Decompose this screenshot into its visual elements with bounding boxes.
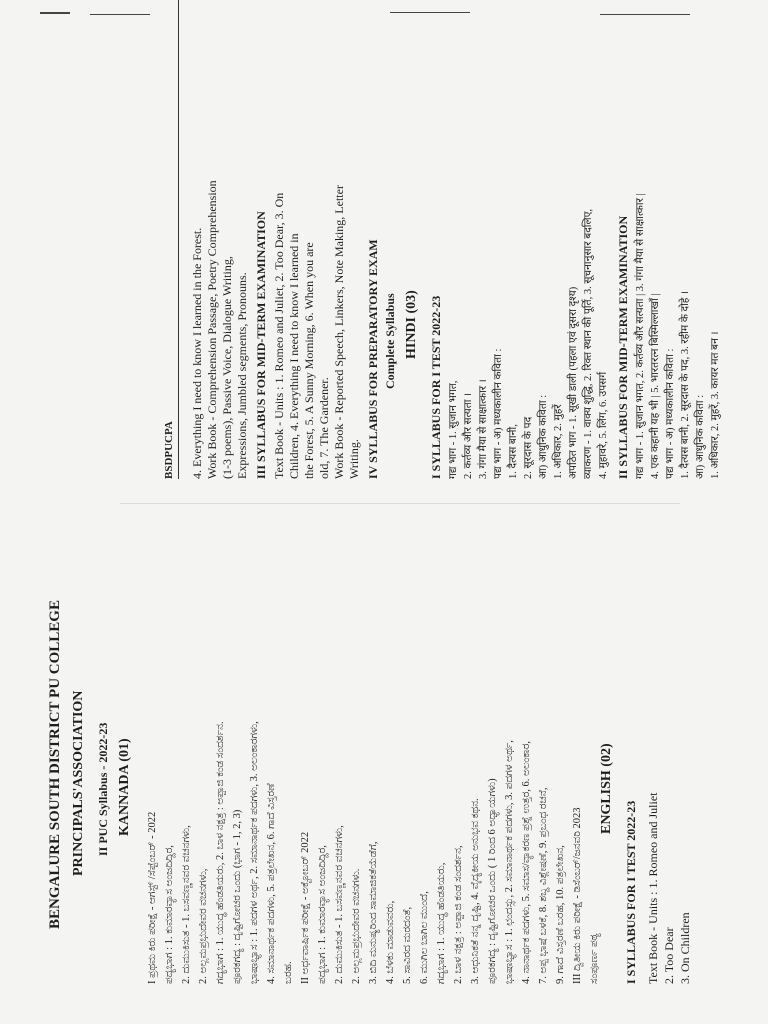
subject-kannada: KANNADA (01) bbox=[117, 738, 132, 836]
complete-syllabus: Complete Syllabus bbox=[383, 293, 397, 389]
hindi-line: 4. एक कहानी यह भी | 5. भारतरत्न बिस्मिल्लाखाँ | bbox=[650, 293, 661, 479]
hindi-line: व्याकरण - 1. वाक्य शुद्धि, 2. रिक्त स्थान की पूर्ति, 3. सूचनानुसार बदलिए, bbox=[583, 208, 594, 479]
english-line: Work Book - Comprehension Passage, Poetry Comprehension bbox=[205, 180, 219, 479]
hindi-line: पद्य भाग - अ) मध्यकालीन कविता : bbox=[665, 348, 676, 479]
english-line: Work Book - Reported Speech, Linkers, Note Making, Letter bbox=[332, 185, 346, 479]
kannada-line: 6. ಮುಗಿಲ ಬಾಗಿಲ ಮುಂದೆ, bbox=[419, 891, 430, 984]
english-line: old, 7. The Gardener. bbox=[317, 377, 331, 479]
hindi-mid-term-heading: II SYLLABUS FOR MID-TERM EXAMINATION bbox=[616, 215, 630, 479]
kannada-line: 7. ಅಪ್ಪ ಭಾಷೆ ಬಳಕೆ, 8. ಶಬ್ದ ವಿಶ್ಲೇಷಣೆ, 9. ಪ್ರಬಂಧ ರಚನೆ, bbox=[538, 787, 549, 984]
english-line: Text Book - Units : 1. Romeo and Juliet, 2. Too Dear, 3. On bbox=[272, 192, 286, 479]
hindi-line: गद्य भाग - 1. सुजान भगत, 2. कर्तव्य और सत्यता | 3. गंगा मैया से साक्षात्कार | bbox=[635, 193, 646, 479]
header-rule bbox=[178, 0, 179, 479]
kannada-line: ಪೂರಕಗದ್ಯ : ದೃಷ್ಟಿಗೋಚರ ಒಂದು (ಭಾಗ - 1, 2, 3) bbox=[232, 809, 243, 984]
english-line: 4. Everything I need to know I learned in the Forest. bbox=[190, 227, 204, 479]
college-title: BENGALURE SOUTH DISTRICT PU COLLEGE bbox=[47, 600, 63, 929]
hindi-line: 1. अधिकार, 2. मुहरें, 3. कायर मत बन । bbox=[710, 331, 721, 479]
kannada-line: 3. ಬಿದಿ ಮನುಷ್ಯರಿಂದ ಸಾಮಾಜಿಕತೆಯೆಡೆಗೆ, bbox=[368, 841, 379, 984]
kannada-line: 2. ದುಮುಕಿಸುತ - 1. ಬಸವಣ್ಣನವರ ವಚನಗಳು, bbox=[334, 825, 345, 984]
right-column bbox=[0, 159, 768, 479]
hindi-test-heading: I SYLLABUS FOR I TEST 2022-23 bbox=[429, 295, 443, 479]
hindi-line: 2. सूरदास के पद bbox=[523, 416, 534, 479]
hindi-line: 1. अधिकार, 2. मुहरें bbox=[553, 404, 564, 479]
kannada-line: ಸಂಪೂರ್ಣ ಪಠ್ಯ bbox=[589, 933, 600, 984]
subject-english: ENGLISH (02) bbox=[599, 743, 614, 834]
english-test-heading: I SYLLABUS FOR I TEST 2022-23 bbox=[624, 800, 638, 984]
hindi-line: 1. दैत्यस बानी, 2. सूरदास के पद, 3. रहीम के दोहे । bbox=[680, 291, 691, 479]
english-line: (1-3 poems), Passive Voice, Dialogue Writing, bbox=[220, 256, 234, 479]
header-code: BSDPUCPA bbox=[163, 421, 175, 479]
kannada-line: I ಪ್ರಥಮ ಕಿರು ಪರೀಕ್ಷೆ - ಆಗಸ್ಟ್ /ಸೆಪ್ಟೆಂಬರ್ - 2022 bbox=[147, 811, 158, 984]
english-line: Writing. bbox=[347, 439, 361, 479]
hindi-line: 1. दैत्यस बानी, bbox=[508, 424, 519, 479]
kannada-line: ಬರಹ. bbox=[283, 961, 294, 984]
mid-term-heading: III SYLLABUS FOR MID-TERM EXAMINATION bbox=[254, 211, 268, 479]
hindi-line: 3. गंगा मैया से साक्षात्कार । bbox=[478, 379, 489, 479]
syllabus-subtitle: II PUC Syllabus - 2022-23 bbox=[96, 722, 110, 856]
kannada-line: 2. ಅಲ್ಲಮಪ್ರಭುದೇವರ ವಚನಗಳು, bbox=[198, 868, 209, 984]
kannada-line: ಗದ್ಯಭಾಗ : 1. ಯುದ್ಧ ಹೆಂಡತಿಯರು, bbox=[436, 862, 447, 984]
kannada-line: ಪದ್ಯಭಾಗ : 1. ಕುಮಾರವ್ಯಾಸ ಅಂಜದಿದ್ದಿರ, bbox=[164, 845, 175, 984]
hindi-line: गद्य भाग - 1. सुजान भगत, bbox=[448, 380, 459, 479]
hindi-line: 2. कर्तव्य और सत्यता । bbox=[463, 392, 474, 479]
kannada-line: 4. ನಾನಾರ್ಥಕ ಪದಗಳು, 5. ಸಮಾಸ/ವ್ಯಾಕರಣ ಪ್ರಶ್ನೆ ಉತ್ತರ, 6. ಅಲಂಕಾರ, bbox=[521, 740, 532, 984]
left-column bbox=[0, 514, 768, 984]
kannada-line: ಭಾಷಾಭ್ಯಾಸ : 1. ಛಂದಸ್ಸು, 2. ಸಮಾನಾರ್ಥಕ ಪದಗಳು, 3. ಪದಗಳ ಅರ್ಥ, bbox=[504, 740, 515, 984]
english-line: the Forest, 5. A Sunny Morning, 6. When you are bbox=[302, 242, 316, 479]
hindi-line: आ) आधुनिक कविता : bbox=[538, 394, 549, 479]
fold-shadow bbox=[120, 503, 680, 504]
english-line: 3. On Children bbox=[678, 912, 692, 984]
kannada-line: 9. ಗಾದೆ ವಿಸ್ತರಣೆ ಬರಹ, 10. ಪತ್ರಲೇಖನ, bbox=[555, 845, 566, 984]
kannada-line: 4. ಬೆಳಕು ಮಾಡುವವರು, bbox=[385, 900, 396, 984]
kannada-line: ಗದ್ಯಭಾಗ : 1. ಯುದ್ಧ ಹೆಂಡತಿಯರು, 2. ಬಾಳ ನಕ್ಷತ್ರ : ಅಪ್ಪಾಜಿ ಕಂಡ ಸಂದರ್ಶನ. bbox=[215, 721, 226, 984]
english-line: Text Book - Units : 1. Romeo and Juliet bbox=[646, 792, 660, 984]
kannada-line: III ದ್ವಿತೀಯ ಕಿರು ಪರೀಕ್ಷೆ - ಡಿಸೆಂಬರ್/ಜನವರಿ 2023 bbox=[572, 807, 583, 984]
english-line: Children, 4. Everything I need to know I learned in bbox=[287, 233, 301, 479]
english-line: 2. Too Dear bbox=[662, 927, 676, 984]
kannada-line: 2. ಅಲ್ಲಮಪ್ರಭುದೇವರ ವಚನಗಳು. bbox=[351, 868, 362, 984]
subject-hindi: HINDI (03) bbox=[404, 290, 419, 359]
kannada-line: 5. ಸಾವಿರದ ಮರದಂತೆ, bbox=[402, 906, 413, 984]
kannada-line: II ಅರ್ಧವಾರ್ಷಿಕ ಪರೀಕ್ಷೆ - ಅಕ್ಟೋಬರ್ 2022 bbox=[300, 831, 311, 984]
english-line: Expressions, Jumbled segments, Pronouns. bbox=[235, 272, 249, 479]
hindi-line: अपठित भाग - 1. सूखी डाली (पहला एवं दूसरा दृश्य) bbox=[568, 286, 579, 479]
association-title: PRINCIPALS'ASSOCIATION bbox=[71, 690, 86, 876]
hindi-line: पद्य भाग - अ) मध्यकालीन कविता : bbox=[493, 348, 504, 479]
kannada-line: 2. ಬಾಳ ನಕ್ಷತ್ರ : ಅಪ್ಪಾಜಿ ಕಂಡ ಸಂದರ್ಶನ, bbox=[453, 845, 464, 984]
kannada-line: ಪದ್ಯಭಾಗ : 1. ಕುಮಾರವ್ಯಾಸ ಅಂಜದಿದ್ದಿರ, bbox=[317, 845, 328, 984]
kannada-line: ಭಾಷಾಭ್ಯಾಸ : 1. ಪದಗಳ ಅರ್ಥ, 2. ಸಮಾನಾರ್ಥಕ ಪದಗಳು, 3. ಅಲಂಕಾರಗಳು, bbox=[249, 721, 260, 984]
kannada-line: 3. ಆಧುನಿಕತೆ ನನ್ನ ದೃಷ್ಟಿ, 4. ವೈದ್ಯಕೀಯ ಅನುಭವ ಕಥನ. bbox=[470, 798, 481, 984]
kannada-line: 4. ಸಮಾನಾರ್ಥಕ ಪದಗಳು, 5. ಪತ್ರಲೇಖನ, 6. ಗಾದೆ ವಿಸ್ತರಣೆ bbox=[266, 783, 277, 984]
hindi-line: 4. मुहावरे, 5. लिंग, 6. उपसर्ग bbox=[598, 371, 609, 479]
hindi-line: आ) आधुनिक कविता : bbox=[695, 394, 706, 479]
kannada-line: 2. ದುಮುಕಿಸುತ - 1. ಬಸವಣ್ಣನವರ ವಚನಗಳು, bbox=[181, 825, 192, 984]
preparatory-heading: IV SYLLABUS FOR PREPARATORY EXAM bbox=[366, 239, 380, 479]
kannada-line: ಪೂರಕಗದ್ಯ : ದೃಷ್ಟಿಗೋಚರ ಒಂದು ( 1 ರಿಂದ 6 ಅಧ್ಯಾಯಗಳು) bbox=[487, 778, 498, 984]
